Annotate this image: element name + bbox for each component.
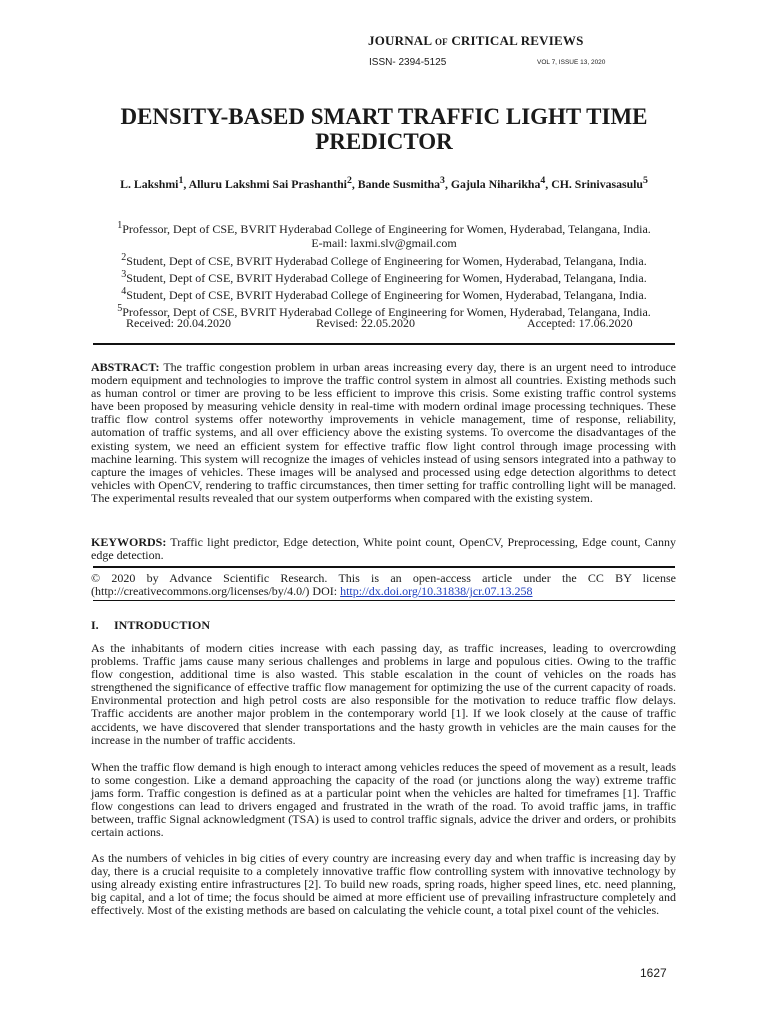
author-email: E-mail: laxmi.slv@gmail.com xyxy=(311,236,457,251)
author-list: L. Lakshmi$^1$, Alluru Lakshmi Sai Prashanthi$^2$, Bande Susmitha$^3$, Gajula Niharikha$^4$, CH. Srinivasasulu$^5$ xyxy=(120,175,648,191)
body-paragraph: As the inhabitants of modern cities increase with each passing day, as traffic increases, leading to overcrowding problems. Traffic jams cause many serious challenges and problems in large and populous cities. Owing to the traffic flow congestion, additional time is also wasted. This stable escalation in the count of vehicles on the roads has strengthened the significance of effective traffic flow management for optimizing the use of the current capacity of roads. Environmental protection and high petrol costs are also responsible for the motivation to reduce traffic flow delays. Traffic accidents are another major problem in the contemporary world [1]. If we look closely at the cause of traffic accidents, we have discovered that slender transportations and the hasty growth in vehicles are the main causes for the increase in the number of traffic accidents. xyxy=(91,641,676,747)
journal-name-of: OF xyxy=(434,37,448,47)
received-date: Received: 20.04.2020 xyxy=(126,316,231,330)
affiliations xyxy=(84,219,684,320)
affiliation-text: Professor, Dept of CSE, BVRIT Hyderabad College of Engineering for Women, Hyderabad, Telangana, India. xyxy=(122,305,651,320)
section-heading xyxy=(91,618,210,633)
divider xyxy=(93,600,675,601)
abstract-text: The traffic congestion problem in urban areas increasing every day, there is an urgent need to introduce modern equipment and technologies to improve the traffic control system in almost all countries. Existing methods such as human control or timer are proving to be less efficient to improve this crisis. Some existing traffic control systems have been proposed by measuring vehicle density in real-time with modern ordinal image processing techniques. These traffic flow control systems offer noteworthy improvements in vehicle management, time of response, reliability, automation of traffic systems, and all over efficiency above the existing systems. To overcome the disadvantages of the existing system, we need an efficient system for effective traffic flow light control through image processing with machine learning. This system will recognize the images of vehicles instead of using sensors integrated into a pathway to capture the images of vehicles. These images will be analysed and processed using edge detection algorithms to detect vehicles with OpenCV, rendering to traffic circumstances, then timer setting for traffic controlling light will be managed. The experimental results revealed that our system outperforms when compared with the existing system. xyxy=(91,360,676,505)
divider xyxy=(93,566,675,568)
affiliation-text: Professor, Dept of CSE, BVRIT Hyderabad College of Engineering for Women, Hyderabad, Telangana, India. xyxy=(122,222,651,236)
issn: ISSN- 2394-5125 xyxy=(369,57,447,68)
author: Gajula Niharikha xyxy=(450,176,541,191)
doi-link[interactable]: http://dx.doi.org/10.31838/jcr.07.13.258 xyxy=(340,584,533,599)
affiliation-sup: 5 xyxy=(117,303,123,315)
affiliation-sup: 3 xyxy=(121,268,127,280)
author-sup: 1 xyxy=(178,175,184,186)
keywords-text: Traffic light predictor, Edge detection, White point count, OpenCV, Preprocessing, Edge count, Canny edge detection. xyxy=(91,535,676,563)
author-sup: 3 xyxy=(440,175,445,186)
affiliation-sup: 1 xyxy=(117,220,123,231)
author: Alluru Lakshmi Sai Prashanthi xyxy=(188,176,347,191)
journal-name-part2: CRITICAL REVIEWS xyxy=(451,33,584,48)
section-title: INTRODUCTION xyxy=(114,618,211,632)
journal-name-part1: JOURNAL xyxy=(368,33,432,48)
page-number: 1627 xyxy=(640,966,667,980)
title-line-1: DENSITY-BASED SMART TRAFFIC LIGHT TIME xyxy=(120,104,648,129)
author-sup: 5 xyxy=(642,175,648,186)
author: Bande Susmitha xyxy=(357,176,441,191)
author: CH. Srinivasasulu xyxy=(551,176,643,191)
affiliation-3 xyxy=(84,268,684,285)
revised-date: Revised: 22.05.2020 xyxy=(316,316,415,330)
body-paragraph: As the numbers of vehicles in big cities of every country are increasing every day and when traffic is increasing day by day, there is a crucial requisite to a completely innovative traffic flow controlling system with innovative technology by using already existing entire infrastructures [2]. To build new roads, spring roads, higher speed lines, etc. need planning, big capital, and a lot of time; the focus should be aimed at more efficient use of prevailing infrastructure completely and effectively. Most of the existing methods are based on calculating the vehicle count, a total pixel count of the vehicles. xyxy=(91,851,676,918)
journal-name xyxy=(368,33,628,49)
affiliation-text: Student, Dept of CSE, BVRIT Hyderabad College of Engineering for Women, Hyderabad, Telangana, India. xyxy=(126,270,647,285)
affiliation-sup: 4 xyxy=(121,286,127,298)
keywords xyxy=(91,536,676,562)
author: L. Lakshmi xyxy=(120,176,179,191)
author-sup: 2 xyxy=(346,175,352,186)
abstract-label: ABSTRACT: xyxy=(91,360,160,374)
affiliation-text: Student, Dept of CSE, BVRIT Hyderabad College of Engineering for Women, Hyderabad, Telangana, India. xyxy=(126,288,647,303)
divider xyxy=(93,343,675,345)
title-line-2: PREDICTOR xyxy=(315,129,453,154)
paper-title xyxy=(84,104,684,154)
section-number: I. xyxy=(91,618,99,632)
body-paragraph: When the traffic flow demand is high enough to interact among vehicles reduces the speed of movement as a result, leads to some congestion. Like a demand approaching the capacity of the road (or junctions along the way) extreme traffic jams form. Traffic congestion is defined as at a particular point when the vehicles are halted for timeframes [1]. Traffic flow congestions can lead to drivers engaged and frustrated in the wrath of the road. To avoid traffic jams, in traffic between, traffic Signal acknowledgment (TSA) is used to control traffic signals, advice the driver and orders, or prohibits certain actions. xyxy=(91,760,676,840)
affiliation-sup: 2 xyxy=(121,251,127,263)
copyright-notice xyxy=(91,572,676,598)
affiliation-text: Student, Dept of CSE, BVRIT Hyderabad College of Engineering for Women, Hyderabad, Telangana, India. xyxy=(126,253,647,268)
copyright-text: © 2020 by Advance Scientific Research. This is an open-access article under the CC BY license (http://creativecommons.org/licenses/by/4.0/) DOI: xyxy=(91,571,676,599)
volume-issue: VOL 7, ISSUE 13, 2020 xyxy=(537,59,606,66)
affiliation-4 xyxy=(84,285,684,302)
author-sup: 4 xyxy=(540,175,546,186)
accepted-date: Accepted: 17.06.2020 xyxy=(527,316,633,330)
affiliation-2 xyxy=(84,251,684,268)
affiliation-1 xyxy=(84,219,684,236)
keywords-label: KEYWORDS: xyxy=(91,535,167,549)
abstract xyxy=(91,361,676,505)
